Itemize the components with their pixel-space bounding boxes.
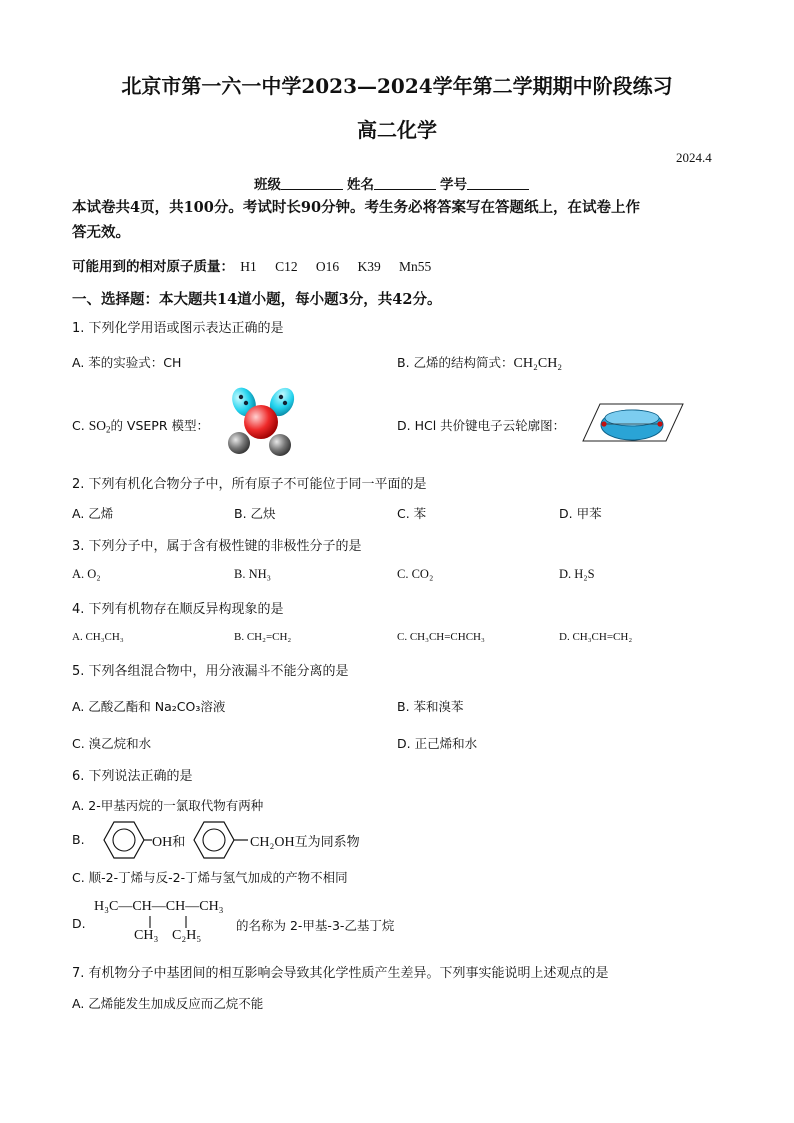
mass-h: H1 [240,259,257,274]
q6-d-methyl-branch: CH₃ [134,928,159,943]
class-blank[interactable] [281,177,343,190]
page-subtitle: 高二化学 [357,118,437,142]
q6-option-b[interactable]: B. [72,832,85,847]
q6-d-name-text: 的名称为 2-甲基-3-乙基丁烷 [236,918,395,933]
q5-stem: 5. 下列各组混合物中，用分液漏斗不能分离的是 [72,664,349,679]
page-title: 北京市第一六一中学2023—2024学年第二学期期中阶段练习 [121,74,673,98]
q2-stem: 2. 下列有机化合物分子中，所有原子不可能位于同一平面的是 [72,477,427,492]
exam-date: 2024.4 [676,150,712,165]
q4-option-a[interactable]: A. CH₃CH₃ [72,631,124,643]
instructions-line2: 答无效。 [72,224,130,241]
q2-option-a[interactable]: A. 乙烯 [72,506,114,521]
class-label: 班级 [254,177,281,193]
q6-d-ethyl-branch: C₂H₅ [172,928,202,943]
q4-stem: 4. 下列有机物存在顺反异构现象的是 [72,602,284,617]
q6-option-a[interactable]: A. 2-甲基丙烷的一氯取代物有两种 [72,798,264,813]
section-heading: 一、选择题：本大题共14道小题，每小题3分，共42分。 [72,291,442,308]
q7-stem: 7. 有机物分子中基团间的相互影响会导致其化学性质产生差异。下列事实能说明上述观点的是 [72,966,609,981]
id-label: 学号 [440,177,467,193]
q3-option-b[interactable]: B. NH₃ [234,567,271,581]
name-label: 姓名 [347,177,374,193]
q6-b-benzyl-alcohol: CH₂OH互为同系物 [250,835,360,850]
q1-option-b[interactable]: B. 乙烯的结构简式：CH₂CH₂ [397,355,563,371]
q1-option-a[interactable]: A. 苯的实验式：CH [72,355,182,370]
q6-d-main-chain: H₃C—CH—CH—CH₃ [94,899,224,914]
student-info-fields [254,173,533,193]
q2-option-d[interactable]: D. 甲苯 [559,506,602,521]
q5-option-d[interactable]: D. 正己烯和水 [397,736,478,751]
mass-k: K39 [357,259,381,274]
q4-option-c[interactable]: C. CH₃CH=CHCH₃ [397,631,485,643]
q3-stem: 3. 下列分子中，属于含有极性键的非极性分子的是 [72,539,362,554]
atomic-masses-label: 可能用到的相对原子质量： [72,259,234,275]
q1-b-formula: CH₂CH₂ [513,356,563,371]
q3-option-a[interactable]: A. O₂ [72,567,101,581]
atomic-masses [72,255,431,275]
q5-option-b[interactable]: B. 苯和溴苯 [397,699,464,714]
q1-stem: 1. 下列化学用语或图示表达正确的是 [72,321,284,336]
q1-option-d[interactable]: D. HCl 共价键电子云轮廓图： [397,418,566,433]
instructions-line1: 本试卷共4页，共100分。考试时长90分钟。考生务必将答案写在答题纸上，在试卷上作 [72,199,641,216]
q4-option-b[interactable]: B. CH₂=CH₂ [234,631,292,643]
benzene-ring-phenol-icon [94,820,154,860]
q3-option-d[interactable]: D. H₂S [559,567,595,581]
cl-nucleus [657,421,662,426]
sulfur-atom [244,405,278,439]
id-blank[interactable] [467,177,529,190]
q4-option-d[interactable]: D. CH₃CH=CH₂ [559,631,633,643]
benzene-ring-benzyl-icon [192,820,252,860]
h-nucleus [601,421,606,426]
so2-vsepr-model-diagram [224,386,302,458]
oxygen-atom-left [228,432,250,454]
q5-option-c[interactable]: C. 溴乙烷和水 [72,736,152,751]
q1-option-c[interactable]: C. $SO_2$的 VSEPR 模型： [72,418,210,435]
q6-option-c[interactable]: C. 顺-2-丁烯与反-2-丁烯与氢气加成的产物不相同 [72,870,348,885]
hcl-electron-cloud-diagram [582,403,684,443]
q7-option-a[interactable]: A. 乙烯能发生加成反应而乙烷不能 [72,996,264,1011]
q3-option-c[interactable]: C. CO₂ [397,567,434,581]
mass-c: C12 [275,259,298,274]
mass-mn: Mn55 [399,259,432,274]
q2-option-b[interactable]: B. 乙炔 [234,506,276,521]
q5-option-a[interactable]: A. 乙酸乙酯和 Na₂CO₃溶液 [72,699,226,714]
mass-o: O16 [315,259,340,274]
q2-option-c[interactable]: C. 苯 [397,506,427,521]
q6-stem: 6. 下列说法正确的是 [72,769,193,784]
q6-b-phenol-oh: OH和 [152,835,186,850]
name-blank[interactable] [374,177,436,190]
oxygen-atom-right [269,434,291,456]
q6-option-d[interactable]: D. [72,916,86,931]
